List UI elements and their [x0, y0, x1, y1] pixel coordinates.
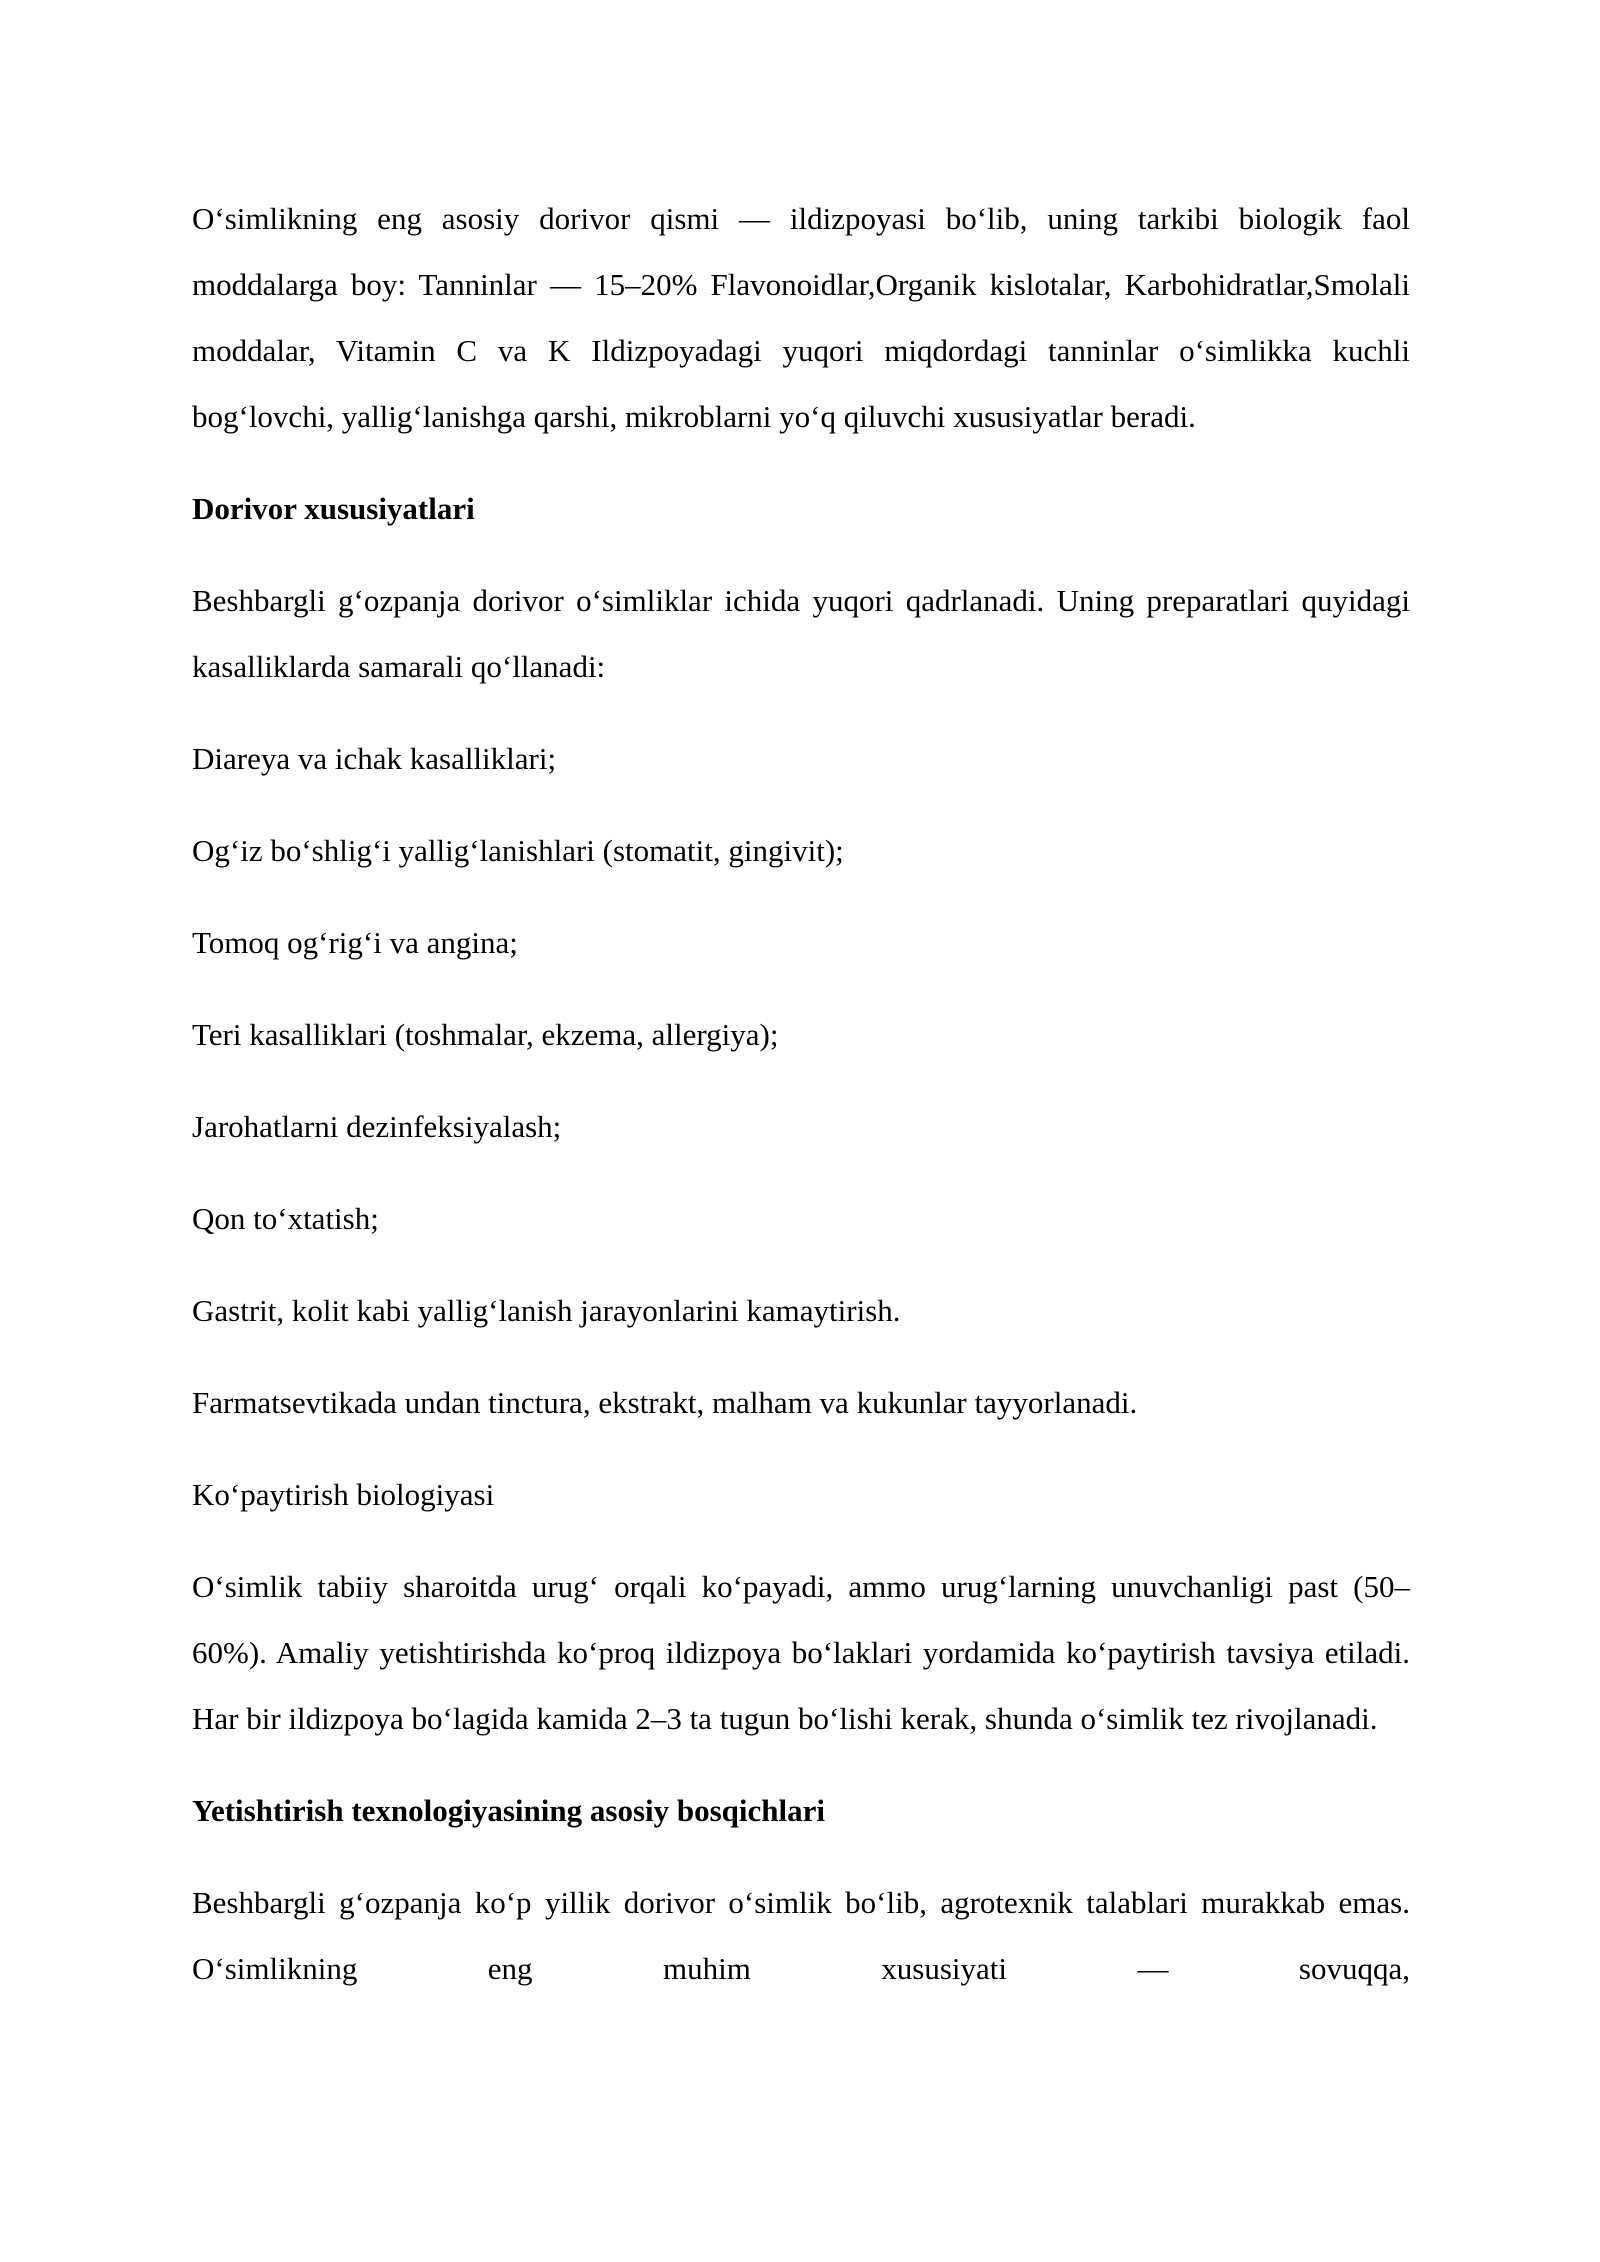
heading: Dorivor xususiyatlari — [192, 491, 475, 526]
paragraph: Beshbargli g‘ozpanja dorivor o‘simliklar ichida yuqori qadrlanadi. Uning preparatlari quyidagi kasalliklarda samarali qo‘llanadi: — [192, 583, 1410, 684]
paragraph: Ko‘paytirish biologiyasi — [192, 1477, 495, 1512]
heading: Yetishtirish texnologiyasining asosiy bosqichlari — [192, 1793, 826, 1828]
paragraph: Beshbargli g‘ozpanja ko‘p yillik dorivor o‘simlik bo‘lib, agrotexnik talablari murakkab emas. O‘simlikning eng muhim xususiyati — sovuqqa, — [192, 1885, 1410, 1986]
paragraph: O‘simlikning eng asosiy dorivor qismi — ildizpoyasi bo‘lib, uning tarkibi biologik faol moddalarga boy: Tanninlar — 15–20% Flavonoidlar,Organik kislotalar, Karbohidratlar,Smolali moddalar, Vitamin C va K Ildizpoyadagi yuqori miqdordagi tanninlar o‘simlikka kuchli bog‘lovchi, yallig‘lanishga qarshi, mikroblarni yo‘q qiluvchi xususiyatlar beradi. — [192, 201, 1410, 434]
paragraph: Gastrit, kolit kabi yallig‘lanish jarayonlarini kamaytirish. — [192, 1293, 901, 1328]
paragraph: Tomoq og‘rig‘i va angina; — [192, 925, 518, 960]
paragraph: Jarohatlarni dezinfeksiyalash; — [192, 1109, 562, 1144]
document-body — [192, 186, 1410, 2002]
paragraph: Qon to‘xtatish; — [192, 1201, 379, 1236]
paragraph: Og‘iz bo‘shlig‘i yallig‘lanishlari (stomatit, gingivit); — [192, 833, 844, 868]
paragraph: Diareya va ichak kasalliklari; — [192, 741, 557, 776]
paragraph: Farmatsevtikada undan tinctura, ekstrakt, malham va kukunlar tayyorlanadi. — [192, 1385, 1138, 1420]
paragraph: O‘simlik tabiiy sharoitda urug‘ orqali ko‘payadi, ammo urug‘larning unuvchanligi past (50–60%). Amaliy yetishtirishda ko‘proq ildizpoya bo‘laklari yordamida ko‘paytirish tavsiya etiladi. Har bir ildizpoya bo‘lagida kamida 2–3 ta tugun bo‘lishi kerak, shunda o‘simlik tez rivojlanadi. — [192, 1569, 1410, 1736]
paragraph: Teri kasalliklari (toshmalar, ekzema, allergiya); — [192, 1017, 779, 1052]
